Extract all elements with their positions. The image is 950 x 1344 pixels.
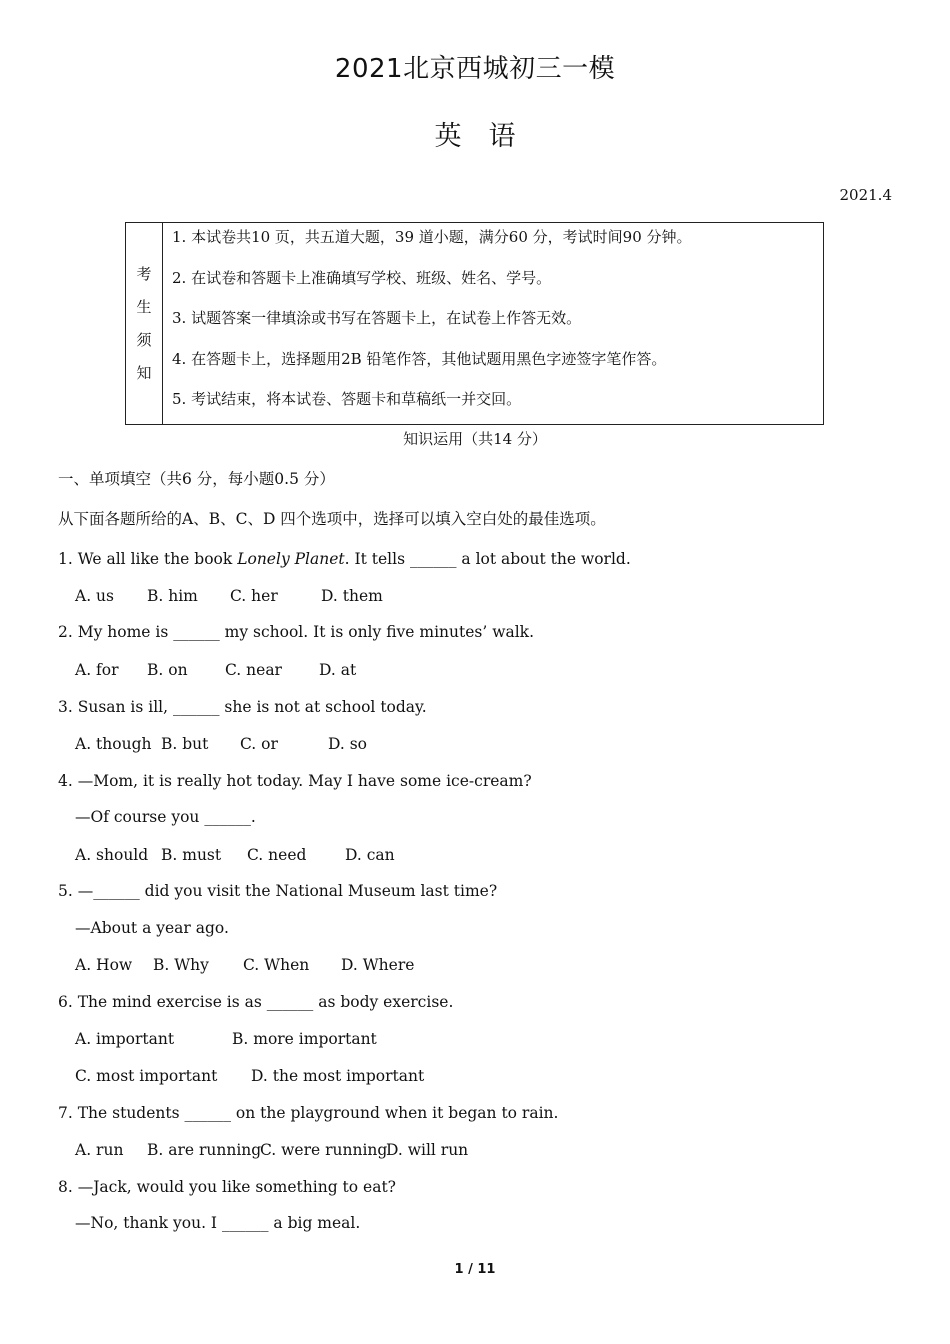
question-stem: 7. The students ______ on the playground when it began to rain.: [58, 1104, 559, 1122]
notice-label: [126, 223, 163, 424]
option-c: C. or: [240, 735, 278, 753]
question-stem: 3. Susan is ill, ______ she is not at school today.: [58, 698, 427, 716]
option-b: B. on: [147, 661, 188, 679]
option-d: D. can: [345, 846, 395, 864]
notice-items: [163, 223, 823, 424]
question-reply: —Of course you ______.: [75, 808, 256, 826]
option-c: C. near: [225, 661, 282, 679]
option-b: B. Why: [153, 956, 209, 974]
option-d: D. them: [321, 587, 383, 605]
notice-item: 1. 本试卷共10 页，共五道大题，39 道小题，满分60 分，考试时间90 分钟。: [172, 228, 692, 246]
part-instruction: 从下面各题所给的A、B、C、D 四个选项中，选择可以填入空白处的最佳选项。: [58, 510, 606, 528]
option-c: C. her: [230, 587, 278, 605]
option-c: C. When: [243, 956, 310, 974]
book-title: Lonely Planet: [237, 550, 345, 568]
option-c: C. most important: [75, 1067, 218, 1085]
option-a: A. How: [75, 956, 133, 974]
question-stem-text: . It tells ______ a lot about the world.: [344, 550, 631, 568]
exam-date: 2021.4: [839, 186, 892, 204]
question-stem-text: 1. We all like the book: [58, 550, 238, 568]
option-b: B. must: [161, 846, 222, 864]
option-c: C. were running: [260, 1141, 388, 1159]
option-a: A. important: [75, 1030, 175, 1048]
option-b: B. but: [161, 735, 209, 753]
notice-item: 5. 考试结束，将本试卷、答题卡和草稿纸一并交回。: [172, 390, 522, 408]
notice-item: 2. 在试卷和答题卡上准确填写学校、班级、姓名、学号。: [172, 268, 552, 287]
option-d: D. will run: [386, 1141, 469, 1159]
question-reply: —No, thank you. I ______ a big meal.: [75, 1214, 361, 1232]
option-c: C. need: [247, 846, 307, 864]
notice-label-char: 须: [136, 330, 152, 349]
exam-title: 2021北京西城初三一模: [334, 54, 616, 84]
option-a: A. for: [75, 661, 119, 679]
question-stem: 6. The mind exercise is as ______ as body exercise.: [58, 993, 454, 1011]
notice-box: [125, 222, 824, 425]
notice-item: 4. 在答题卡上，选择题用2B 铅笔作答，其他试题用黑色字迹签字笔作答。: [172, 349, 667, 368]
option-d: D. the most important: [251, 1067, 425, 1085]
notice-item: 3. 试题答案一律填涂或书写在答题卡上，在试卷上作答无效。: [172, 309, 582, 327]
question-stem: 8. —Jack, would you like something to eat?: [58, 1178, 396, 1196]
question-stem: 2. My home is ______ my school. It is only five minutes’ walk.: [58, 623, 535, 641]
subject-title: 英 语: [434, 121, 516, 152]
option-a: A. run: [75, 1141, 124, 1159]
notice-label-char: 生: [136, 297, 152, 316]
option-d: D. so: [328, 735, 368, 753]
option-b: B. are running: [147, 1141, 262, 1159]
page-number: 1 / 11: [454, 1262, 496, 1277]
option-a: A. though: [75, 735, 152, 753]
option-a: A. us: [75, 587, 114, 605]
question-stem: 4. —Mom, it is really hot today. May I have some ice-cream?: [58, 772, 532, 790]
question-reply: —About a year ago.: [75, 919, 229, 937]
question-stem: [58, 549, 631, 569]
section-heading: 知识运用（共14 分）: [403, 430, 547, 448]
question-stem: 5. —______ did you visit the National Museum last time?: [58, 882, 498, 900]
notice-label-char: 考: [136, 264, 152, 283]
option-b: B. more important: [232, 1030, 377, 1048]
option-a: A. should: [75, 846, 149, 864]
option-d: D. Where: [341, 956, 415, 974]
option-d: D. at: [319, 661, 357, 679]
part-title: 一、单项填空（共6 分，每小题0.5 分）: [58, 470, 335, 488]
notice-label-char: 知: [136, 363, 152, 382]
option-b: B. him: [147, 587, 198, 605]
